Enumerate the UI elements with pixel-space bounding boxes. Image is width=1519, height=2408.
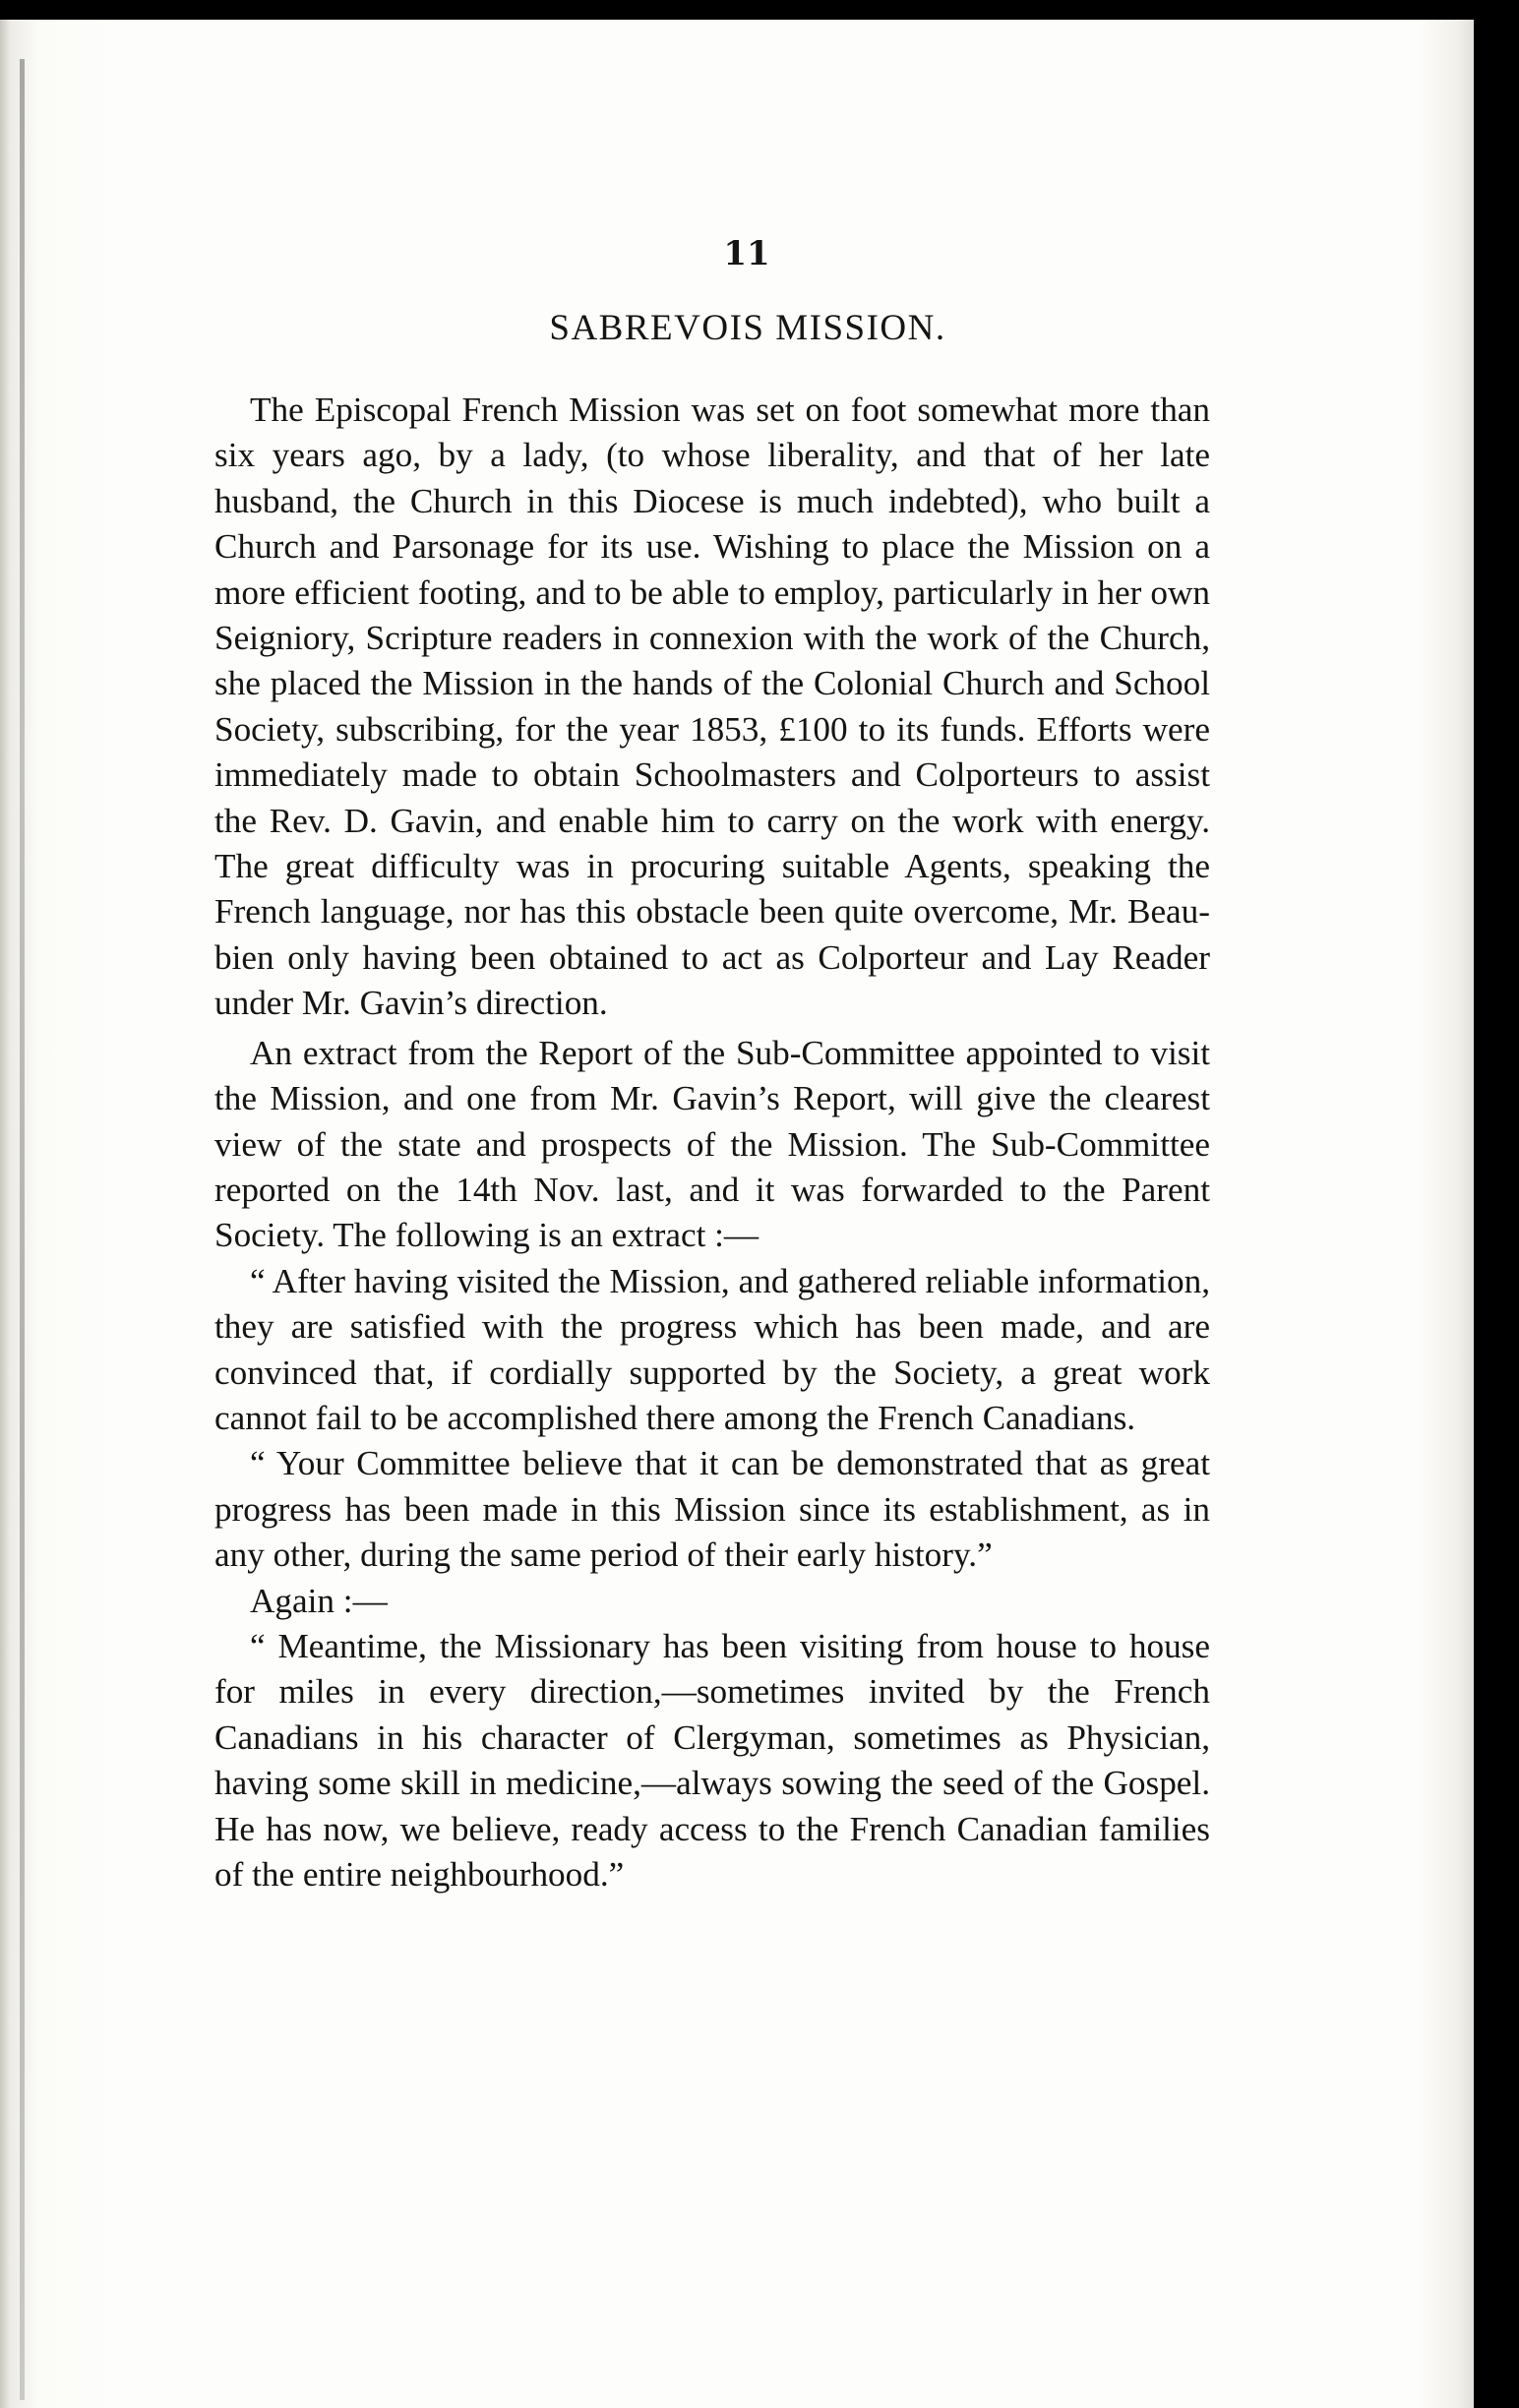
paragraph-subcommittee-extract: An extract from the Report of the Sub-Committee appointed to visit the Mission, and one from Mr. Gavin’s Report, will give the clearest view of the state and prospects of the Mission. The Sub-Committee reported on the 14th Nov. last, and it was forwarded to the Parent Society. The following is an extract :—	[214, 1033, 1210, 1255]
body-text	[214, 388, 1210, 1897]
page-gutter-shadow	[20, 59, 25, 2400]
paragraph-mission-origin: The Episcopal French Mission was set on foot somewhat more than six years ago, by a lady, (to whose liberality, and that of her late husband, the Church in this Diocese is much indebted), who built a Church and Parsonage for its use. Wishing to place the Mission on a more efficient footing, and to be able to employ, particularly in her own Seigniory, Scripture readers in connexion with the work of the Church, she placed the Mission in the hands of the Colonial Church and School Society, subscribing, for the year 1853, £100 to its funds. Efforts were immediately made to obtain Schoolmasters and Colporteurs to assist the Rev. D. Gavin, and enable him to carry on the work with energy. The great difficulty was in procuring suitable Agents, speaking the French language, nor has this obstacle been quite overcome, Mr. Beaubien only having been obtained to act as Colporteur and Lay Reader under Mr. Gavin’s direction.	[214, 391, 1210, 1023]
quote-meantime: “ Meantime, the Missionary has been visiting from house to house for miles in every direction,—sometimes invited by the French Canadians in his character of Clergyman, sometimes as Physician, having some skill in medicine,—always sowing the seed of the Gospel. He has now, we believe, ready access to the French Canadian families of the entire neighbourhood.”	[214, 1626, 1210, 1894]
page-number: 11	[723, 234, 770, 273]
section-heading: SABREVOIS MISSION.	[549, 308, 946, 348]
book-page	[0, 20, 1474, 2408]
quote-after-visiting: “ After having visited the Mission, and gathered reliable information, they are satisfied with the progress which has been made, and are convinced that, if cordially supported by the Society, a great work cannot fail to be accomplished there among the French Canadians.	[214, 1261, 1210, 1437]
paragraph-again: Again :—	[250, 1581, 388, 1620]
quote-committee-believe: “ Your Committee believe that it can be demonstrated that as great progress has been made in this Mission since its establishment, as in any other, during the same period of their early history.”	[214, 1444, 1210, 1575]
scan-right-edge	[1474, 0, 1519, 2408]
